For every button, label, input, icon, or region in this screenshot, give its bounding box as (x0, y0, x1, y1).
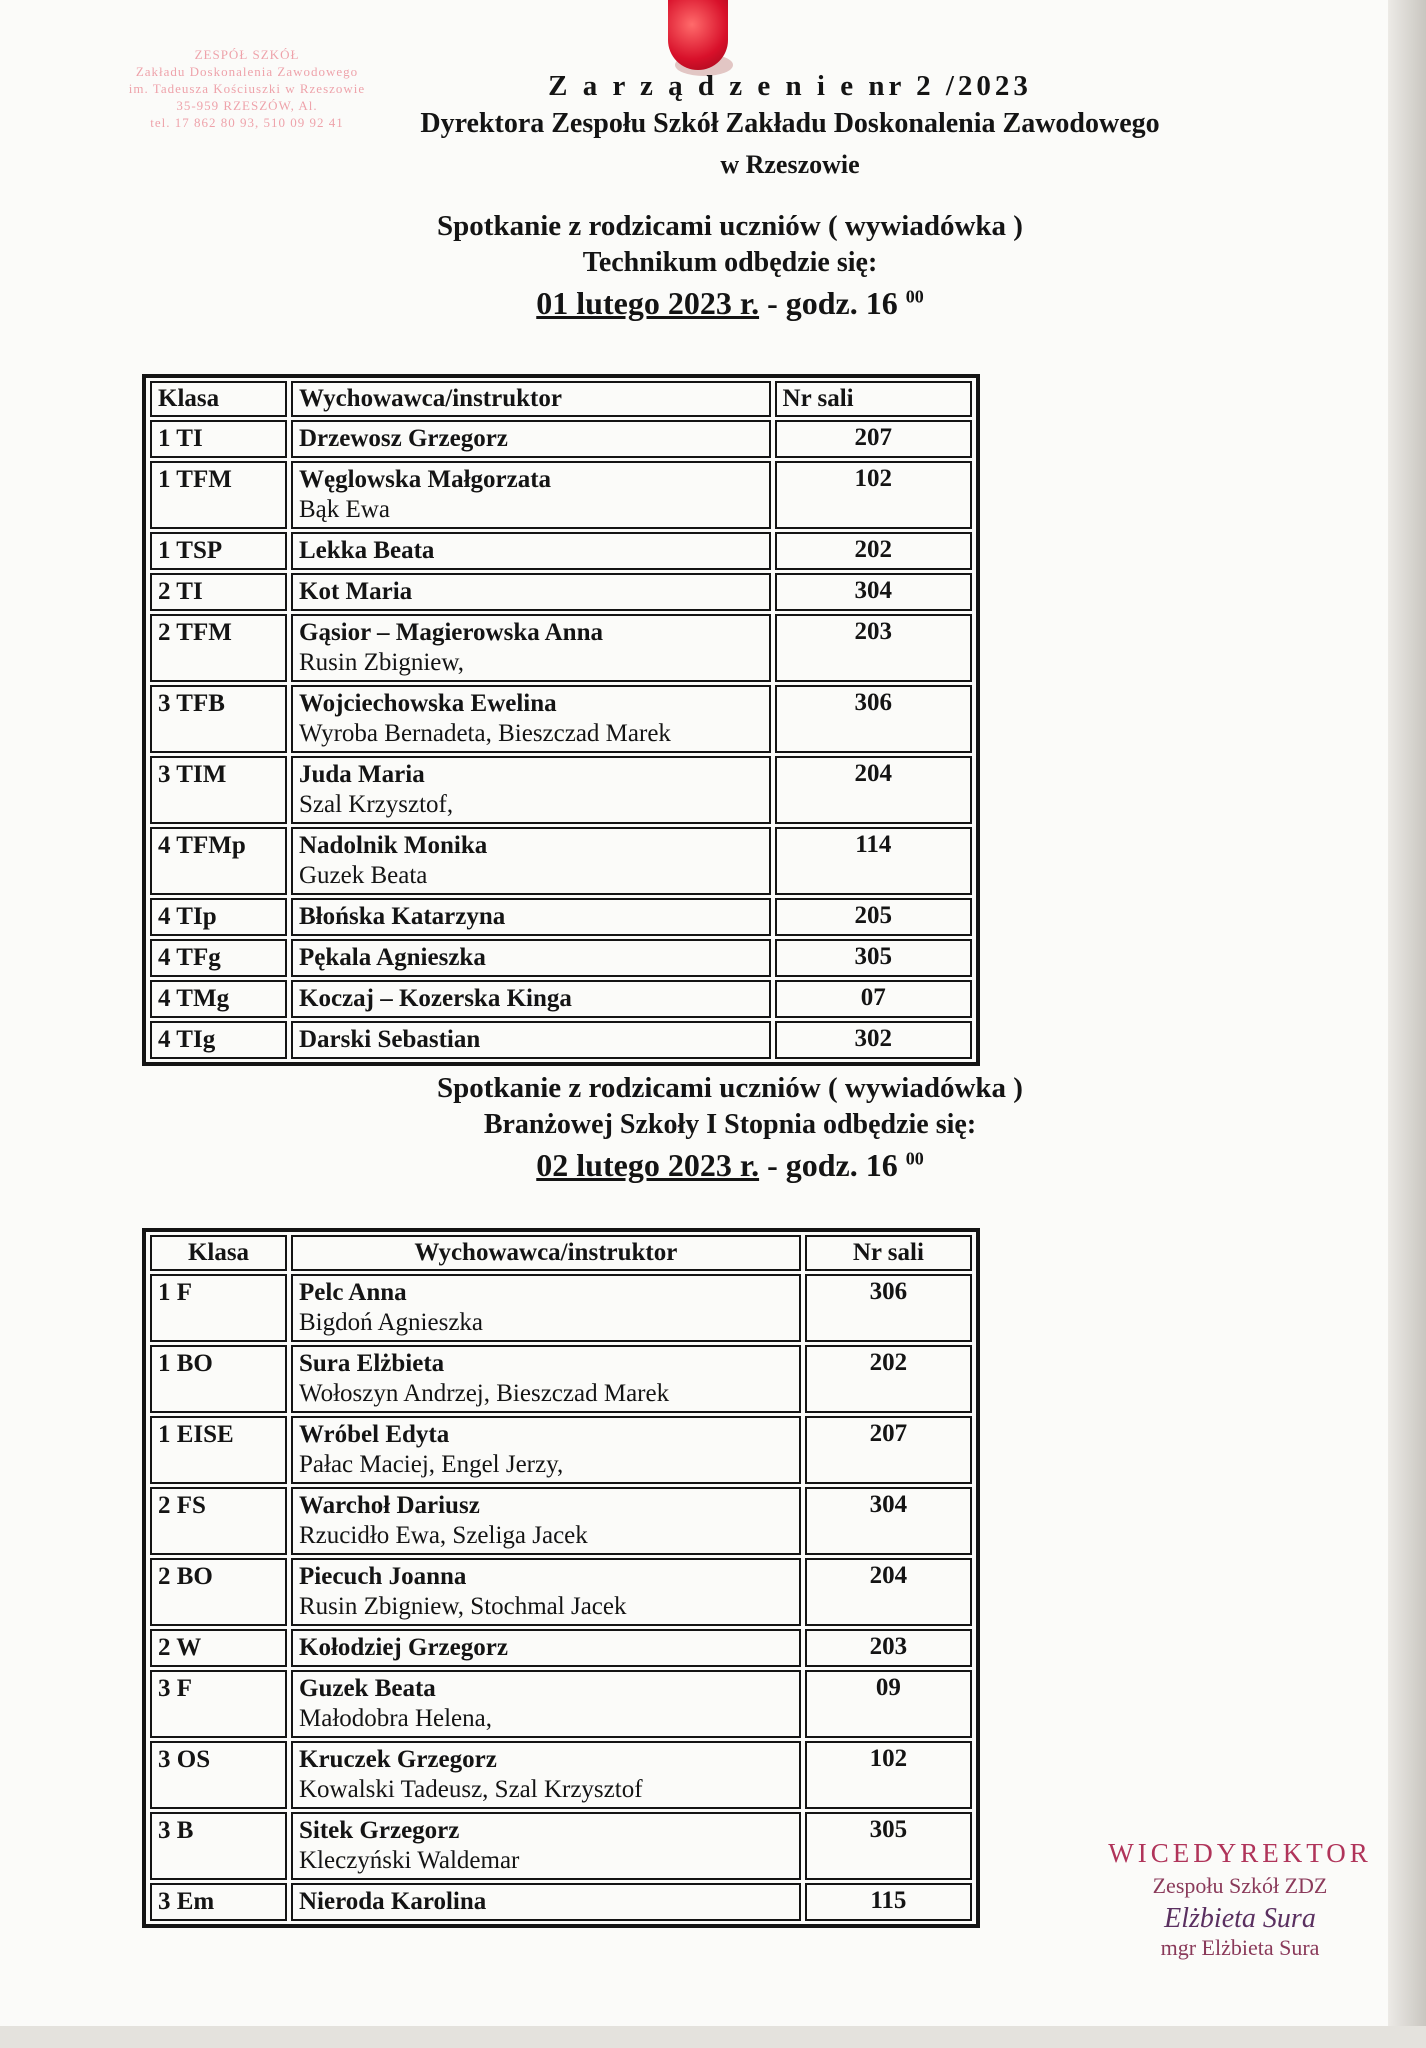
wychowawca-name: Wróbel Edyta (299, 1421, 450, 1448)
sala-number: 305 (869, 1816, 908, 1843)
sala-number: 202 (854, 536, 893, 563)
cell-wychowawca (291, 685, 771, 753)
column-header-klasa: Klasa (150, 1235, 287, 1271)
meeting-title: Spotkanie z rodzicami uczniów ( wywiadówka ) (437, 1072, 1023, 1104)
klasa-value: 3 OS (158, 1746, 211, 1773)
wychowawca-name: Warchoł Dariusz (299, 1492, 480, 1519)
klasa-value: 2 BO (158, 1563, 213, 1590)
sala-number: 204 (854, 760, 893, 787)
wychowawca-name: Piecuch Joanna (299, 1563, 467, 1590)
stamp-line: tel. 17 862 80 93, 510 09 92 41 (150, 115, 344, 130)
cell-wychowawca (291, 898, 771, 936)
column-header-klasa: Klasa (150, 381, 287, 417)
order-title: Z a r z ą d z e n i e nr 2 /2023 (548, 70, 1032, 102)
cell-wychowawca (291, 532, 771, 570)
column-header-wychowawca: Wychowawca/instruktor (291, 1235, 801, 1271)
klasa-value: 3 TIM (158, 761, 227, 788)
cell-klasa (150, 420, 287, 458)
klasa-value: 4 TMg (158, 985, 230, 1012)
table-row (150, 1558, 972, 1626)
sala-number: 305 (854, 943, 893, 970)
wychowawca-name: Węglowska Małgorzata (299, 466, 552, 493)
sala-number: 306 (869, 1278, 908, 1305)
klasa-value: 3 B (158, 1817, 194, 1844)
cell-wychowawca (291, 939, 771, 977)
table-row (150, 898, 972, 936)
cell-sala (805, 1558, 972, 1626)
signature-stamp (1080, 1838, 1400, 1961)
cell-klasa (150, 573, 287, 611)
table-row (150, 1883, 972, 1921)
wychowawca-name: Koczaj – Kozerska Kinga (299, 985, 572, 1012)
cell-klasa (150, 1487, 287, 1555)
klasa-value: 1 F (158, 1279, 193, 1306)
wychowawca-name: Kot Maria (299, 578, 413, 605)
cell-wychowawca (291, 1741, 801, 1809)
school-type: Technikum odbędzie się: (582, 247, 878, 278)
cell-sala (775, 939, 972, 977)
klasa-value: 1 BO (158, 1350, 213, 1377)
klasa-value: 4 TFg (158, 944, 221, 971)
table-row (150, 1274, 972, 1342)
klasa-value: 4 TIp (158, 903, 217, 930)
wychowawca-name: Sura Elżbieta (299, 1350, 445, 1377)
klasa-value: 1 EISE (158, 1421, 234, 1448)
instruktor-names: Bigdoń Agnieszka (299, 1309, 484, 1336)
stamp-line: 35-959 RZESZÓW, Al. (176, 98, 318, 113)
cell-klasa (150, 1812, 287, 1880)
sala-number: 207 (869, 1420, 908, 1447)
cell-sala (805, 1416, 972, 1484)
wychowawca-name: Lekka Beata (299, 537, 435, 564)
sala-number: 304 (869, 1491, 908, 1518)
instruktor-names: Małodobra Helena, (299, 1705, 492, 1732)
cell-klasa (150, 532, 287, 570)
cell-klasa (150, 980, 287, 1018)
cell-sala (805, 1741, 972, 1809)
stamp-line: Zakładu Doskonalenia Zawodowego (135, 64, 359, 79)
column-header-sala: Nr sali (775, 381, 972, 417)
sala-number: 207 (854, 424, 893, 451)
cell-sala (775, 1021, 972, 1059)
cell-wychowawca (291, 1883, 801, 1921)
sala-number: 114 (855, 831, 892, 858)
klasa-value: 1 TSP (158, 537, 223, 564)
sala-number: 07 (860, 984, 886, 1011)
cell-wychowawca (291, 1812, 801, 1880)
klasa-value: 1 TI (158, 425, 203, 452)
cell-sala (775, 756, 972, 824)
sala-number: 09 (875, 1674, 901, 1701)
cell-wychowawca (291, 461, 771, 529)
table-row (150, 614, 972, 682)
wychowawca-name: Błońska Katarzyna (299, 903, 506, 930)
cell-klasa (150, 1274, 287, 1342)
table-header-row (150, 1235, 972, 1271)
cell-klasa (150, 1021, 287, 1059)
wychowawca-name: Wojciechowska Ewelina (299, 690, 557, 717)
meeting-time: - godz. 16 (759, 1147, 898, 1183)
instruktor-names: Wołoszyn Andrzej, Bieszczad Marek (299, 1380, 670, 1407)
sala-number: 203 (869, 1633, 908, 1660)
table-row (150, 1629, 972, 1667)
meeting-title: Spotkanie z rodzicami uczniów ( wywiadówka ) (437, 210, 1023, 242)
instruktor-names: Guzek Beata (299, 862, 428, 889)
cell-wychowawca (291, 1274, 801, 1342)
cell-sala (805, 1883, 972, 1921)
klasa-value: 2 FS (158, 1492, 206, 1519)
sala-number: 102 (854, 465, 893, 492)
cell-klasa (150, 756, 287, 824)
table-row (150, 1487, 972, 1555)
branzowa-table (142, 1228, 980, 1928)
order-location: w Rzeszowie (720, 150, 860, 179)
instruktor-names: Wyroba Bernadeta, Bieszczad Marek (299, 720, 671, 747)
sala-number: 205 (854, 902, 893, 929)
wychowawca-name: Pelc Anna (299, 1279, 407, 1306)
instruktor-names: Kowalski Tadeusz, Szal Krzysztof (299, 1776, 643, 1803)
cell-sala (805, 1345, 972, 1413)
column-header-sala: Nr sali (805, 1235, 972, 1271)
cell-klasa (150, 1416, 287, 1484)
instruktor-names: Szal Krzysztof, (299, 791, 454, 818)
cell-wychowawca (291, 980, 771, 1018)
klasa-value: 4 TIg (158, 1026, 216, 1053)
signature-title: WICEDYREKTOR (1108, 1838, 1372, 1868)
sala-number: 102 (869, 1745, 908, 1772)
sala-number: 306 (854, 689, 893, 716)
page-edge-bottom (0, 2026, 1426, 2048)
cell-sala (805, 1812, 972, 1880)
meeting-date: 01 lutego 2023 r. (536, 285, 760, 321)
meeting-time-minutes: 00 (905, 1148, 924, 1169)
cell-klasa (150, 827, 287, 895)
sala-number: 203 (854, 618, 893, 645)
cell-klasa (150, 939, 287, 977)
cell-wychowawca (291, 827, 771, 895)
table-row (150, 1812, 972, 1880)
cell-wychowawca (291, 573, 771, 611)
page-edge-right (1388, 0, 1426, 2048)
cell-wychowawca (291, 420, 771, 458)
cell-wychowawca (291, 614, 771, 682)
cell-sala (775, 685, 972, 753)
cell-klasa (150, 1629, 287, 1667)
cell-wychowawca (291, 1021, 771, 1059)
sala-number: 204 (869, 1562, 908, 1589)
wychowawca-name: Nieroda Karolina (299, 1888, 487, 1915)
table-row (150, 980, 972, 1018)
table-row (150, 573, 972, 611)
cell-klasa (150, 1670, 287, 1738)
wychowawca-name: Kołodziej Grzegorz (299, 1634, 508, 1661)
section-technikum-heading (330, 210, 1130, 322)
stamp-line: ZESPÓŁ SZKÓŁ (194, 47, 300, 62)
instruktor-names: Rusin Zbigniew, Stochmal Jacek (299, 1593, 627, 1620)
sala-number: 202 (869, 1349, 908, 1376)
cell-wychowawca (291, 1416, 801, 1484)
handwritten-signature: Elżbieta Sura (1164, 1903, 1316, 1934)
section-branzowa-heading (330, 1072, 1130, 1184)
meeting-date: 02 lutego 2023 r. (536, 1147, 760, 1183)
table-row (150, 1021, 972, 1059)
sala-number: 304 (854, 577, 893, 604)
table-row (150, 1741, 972, 1809)
cell-sala (775, 573, 972, 611)
klasa-value: 4 TFMp (158, 832, 246, 859)
pushpin-icon (668, 0, 728, 70)
table-row (150, 1416, 972, 1484)
cell-sala (775, 420, 972, 458)
signature-org: Zespołu Szkół ZDZ (1152, 1873, 1328, 1898)
stamp-line: im. Tadeusza Kościuszki w Rzeszowie (128, 81, 366, 96)
table-row (150, 532, 972, 570)
wychowawca-name: Gąsior – Magierowska Anna (299, 619, 603, 646)
cell-wychowawca (291, 1487, 801, 1555)
column-header-wychowawca: Wychowawca/instruktor (291, 381, 771, 417)
table-row (150, 939, 972, 977)
meeting-time: - godz. 16 (759, 285, 898, 321)
school-type: Branżowej Szkoły I Stopnia odbędzie się: (483, 1109, 977, 1140)
table-row (150, 756, 972, 824)
signature-name: mgr Elżbieta Sura (1160, 1935, 1320, 1960)
cell-wychowawca (291, 1670, 801, 1738)
wychowawca-name: Guzek Beata (299, 1675, 436, 1702)
klasa-value: 3 Em (158, 1888, 215, 1915)
table-row (150, 1670, 972, 1738)
order-issuer: Dyrektora Zespołu Szkół Zakładu Doskonalenia Zawodowego (420, 108, 1160, 139)
cell-klasa (150, 898, 287, 936)
instruktor-names: Bąk Ewa (299, 496, 390, 523)
wychowawca-name: Drzewosz Grzegorz (299, 425, 508, 452)
instruktor-names: Pałac Maciej, Engel Jerzy, (299, 1451, 564, 1478)
cell-klasa (150, 1883, 287, 1921)
cell-wychowawca (291, 1558, 801, 1626)
wychowawca-name: Darski Sebastian (299, 1026, 481, 1053)
cell-klasa (150, 1558, 287, 1626)
sala-number: 302 (854, 1025, 893, 1052)
table-row (150, 827, 972, 895)
instruktor-names: Kleczyński Waldemar (299, 1847, 520, 1874)
wychowawca-name: Sitek Grzegorz (299, 1817, 460, 1844)
cell-klasa (150, 685, 287, 753)
technikum-table (142, 374, 980, 1066)
klasa-value: 2 TFM (158, 619, 232, 646)
table-row (150, 461, 972, 529)
cell-sala (775, 614, 972, 682)
cell-sala (775, 532, 972, 570)
cell-sala (775, 898, 972, 936)
cell-klasa (150, 1741, 287, 1809)
klasa-value: 1 TFM (158, 466, 232, 493)
meeting-time-minutes: 00 (905, 286, 924, 307)
table-row (150, 1345, 972, 1413)
cell-klasa (150, 1345, 287, 1413)
instruktor-names: Rzucidło Ewa, Szeliga Jacek (299, 1522, 588, 1549)
klasa-value: 2 TI (158, 578, 203, 605)
cell-wychowawca (291, 1345, 801, 1413)
instruktor-names: Rusin Zbigniew, (299, 649, 465, 676)
klasa-value: 3 F (158, 1675, 193, 1702)
cell-sala (775, 827, 972, 895)
cell-sala (805, 1274, 972, 1342)
cell-klasa (150, 461, 287, 529)
cell-sala (805, 1670, 972, 1738)
wychowawca-name: Juda Maria (299, 761, 425, 788)
meeting-datetime (330, 1147, 1130, 1184)
wychowawca-name: Pękala Agnieszka (299, 944, 486, 971)
wychowawca-name: Kruczek Grzegorz (299, 1746, 497, 1773)
cell-sala (775, 980, 972, 1018)
klasa-value: 3 TFB (158, 690, 225, 717)
table-header-row (150, 381, 972, 417)
cell-klasa (150, 614, 287, 682)
wychowawca-name: Nadolnik Monika (299, 832, 488, 859)
cell-wychowawca (291, 756, 771, 824)
klasa-value: 2 W (158, 1634, 202, 1661)
table-row (150, 685, 972, 753)
table-row (150, 420, 972, 458)
meeting-datetime (330, 285, 1130, 322)
cell-wychowawca (291, 1629, 801, 1667)
cell-sala (775, 461, 972, 529)
cell-sala (805, 1487, 972, 1555)
cell-sala (805, 1629, 972, 1667)
sala-number: 115 (870, 1887, 907, 1914)
